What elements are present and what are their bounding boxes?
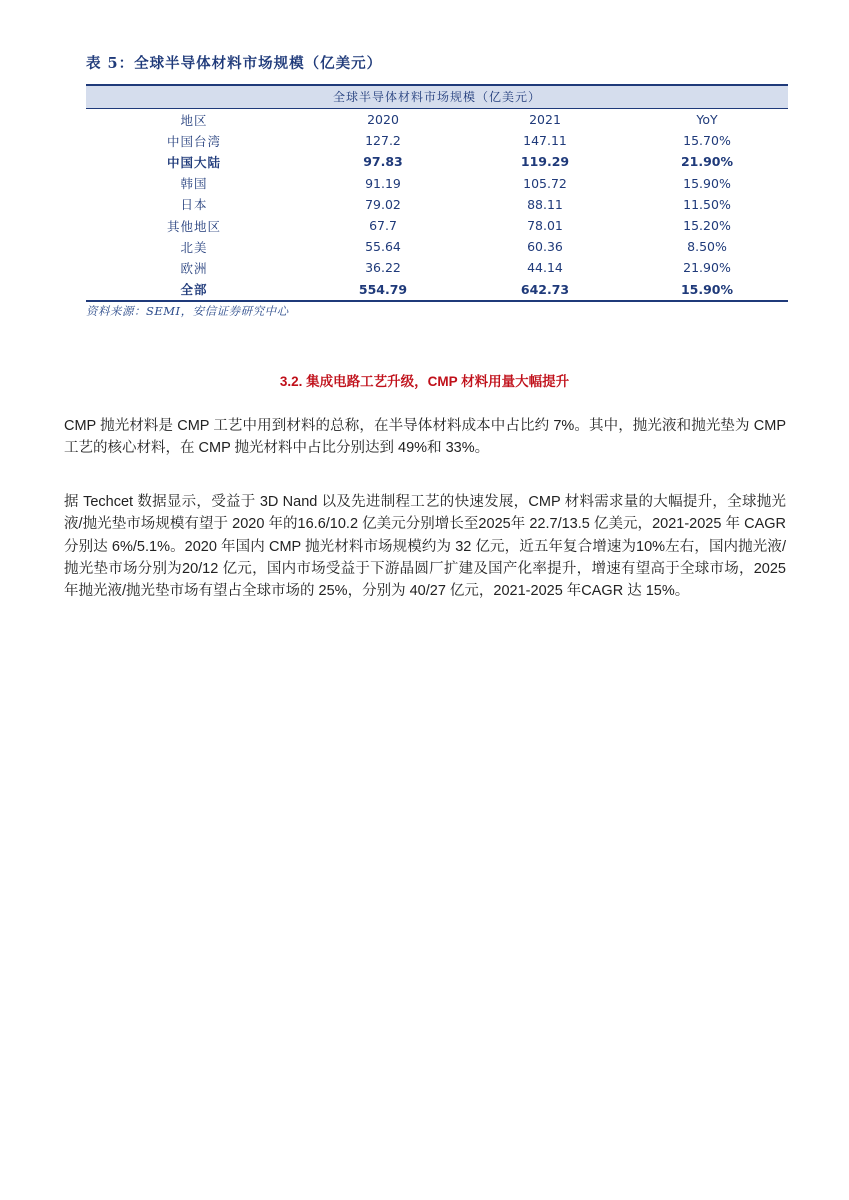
row-yoy: 21.90%: [683, 260, 731, 276]
row-value-2021: 642.73: [520, 281, 570, 297]
row-value-2020: 55.64: [365, 239, 401, 255]
column-header-2020: 2020: [367, 112, 399, 128]
table-caption: 表 5：全球半导体材料市场规模（亿美元）: [86, 55, 383, 72]
row-value-2020: 79.02: [365, 196, 401, 212]
table-row: [86, 257, 788, 278]
row-value-2021: 60.36: [527, 239, 563, 255]
table-source-note: 资料来源：SEMI，安信证券研究中心: [86, 304, 289, 318]
column-header-2021: 2021: [529, 112, 561, 128]
row-value-2020: 36.22: [365, 260, 401, 276]
table-row: [86, 173, 788, 194]
row-region: 全部: [180, 282, 208, 298]
body-paragraph: CMP 抛光材料是 CMP 工艺中用到材料的总称，在半导体材料成本中占比约 7%。其中，抛光液和抛光垫为 CMP 工艺的核心材料，在 CMP 抛光材料中占比分别达到 49%和 33%。: [64, 418, 786, 457]
row-yoy: 8.50%: [687, 239, 727, 255]
row-yoy: 15.70%: [683, 133, 731, 149]
row-region: 中国大陆: [166, 154, 221, 170]
row-region: 日本: [180, 197, 208, 213]
row-value-2020: 91.19: [365, 175, 401, 191]
row-value-2020: 67.7: [369, 218, 397, 234]
table-row: [86, 194, 788, 215]
row-yoy: 15.90%: [680, 281, 734, 297]
table-row: [86, 151, 788, 172]
row-value-2020: 97.83: [363, 154, 403, 170]
row-region: 韩国: [180, 176, 208, 192]
table-column-header-row: [86, 109, 788, 130]
table-bottom-rule: [86, 300, 788, 302]
table-header-title: 全球半导体材料市场规模（亿美元）: [86, 86, 788, 108]
table-total-row: [86, 279, 788, 300]
row-value-2021: 88.11: [527, 196, 563, 212]
body-paragraph: 据 Techcet 数据显示，受益于 3D Nand 以及先进制程工艺的快速发展，CMP 材料需求量的大幅提升，全球抛光液/抛光垫市场规模有望于 2020 年的16.6/10.2 亿美元分别增长至2025年 22.7/13.5 亿美元，2021-2025 年 CAGR 分别达 6%/5.1%。2020 年国内 CMP 抛光材料市场规模约为 32 亿元，近五年复合增速为10%左右，国内抛光液/抛光垫市场分别为20/12 亿元，国内市场受益于下游晶圆厂扩建及国产化率提升，增速有望高于全球市场，2025 年抛光液/抛光垫市场有望占全球市场的 25%，分别为 40/27 亿元，2021-2025 年CAGR 达 15%。: [64, 494, 786, 600]
row-value-2020: 554.79: [358, 281, 408, 297]
column-header-yoy: YoY: [696, 112, 718, 128]
column-header-region: 地区: [180, 112, 208, 128]
row-value-2021: 105.72: [523, 175, 567, 191]
row-yoy: 15.90%: [683, 175, 731, 191]
section-heading: 3.2. 集成电路工艺升级，CMP 材料用量大幅提升: [279, 374, 570, 389]
row-value-2021: 147.11: [523, 133, 567, 149]
row-value-2021: 44.14: [527, 260, 563, 276]
row-yoy: 21.90%: [680, 154, 734, 170]
table-row: [86, 236, 788, 257]
row-region: 中国台湾: [166, 133, 221, 149]
table-row: [86, 130, 788, 151]
row-region: 欧洲: [180, 260, 208, 276]
row-yoy: 11.50%: [683, 196, 731, 212]
row-value-2020: 127.2: [365, 133, 401, 149]
market-size-table: [86, 84, 788, 302]
table-row: [86, 215, 788, 236]
row-value-2021: 78.01: [527, 218, 563, 234]
row-region: 北美: [180, 239, 208, 255]
row-region: 其他地区: [166, 218, 221, 234]
row-value-2021: 119.29: [520, 154, 570, 170]
table-grid: [86, 109, 788, 300]
row-yoy: 15.20%: [683, 218, 731, 234]
